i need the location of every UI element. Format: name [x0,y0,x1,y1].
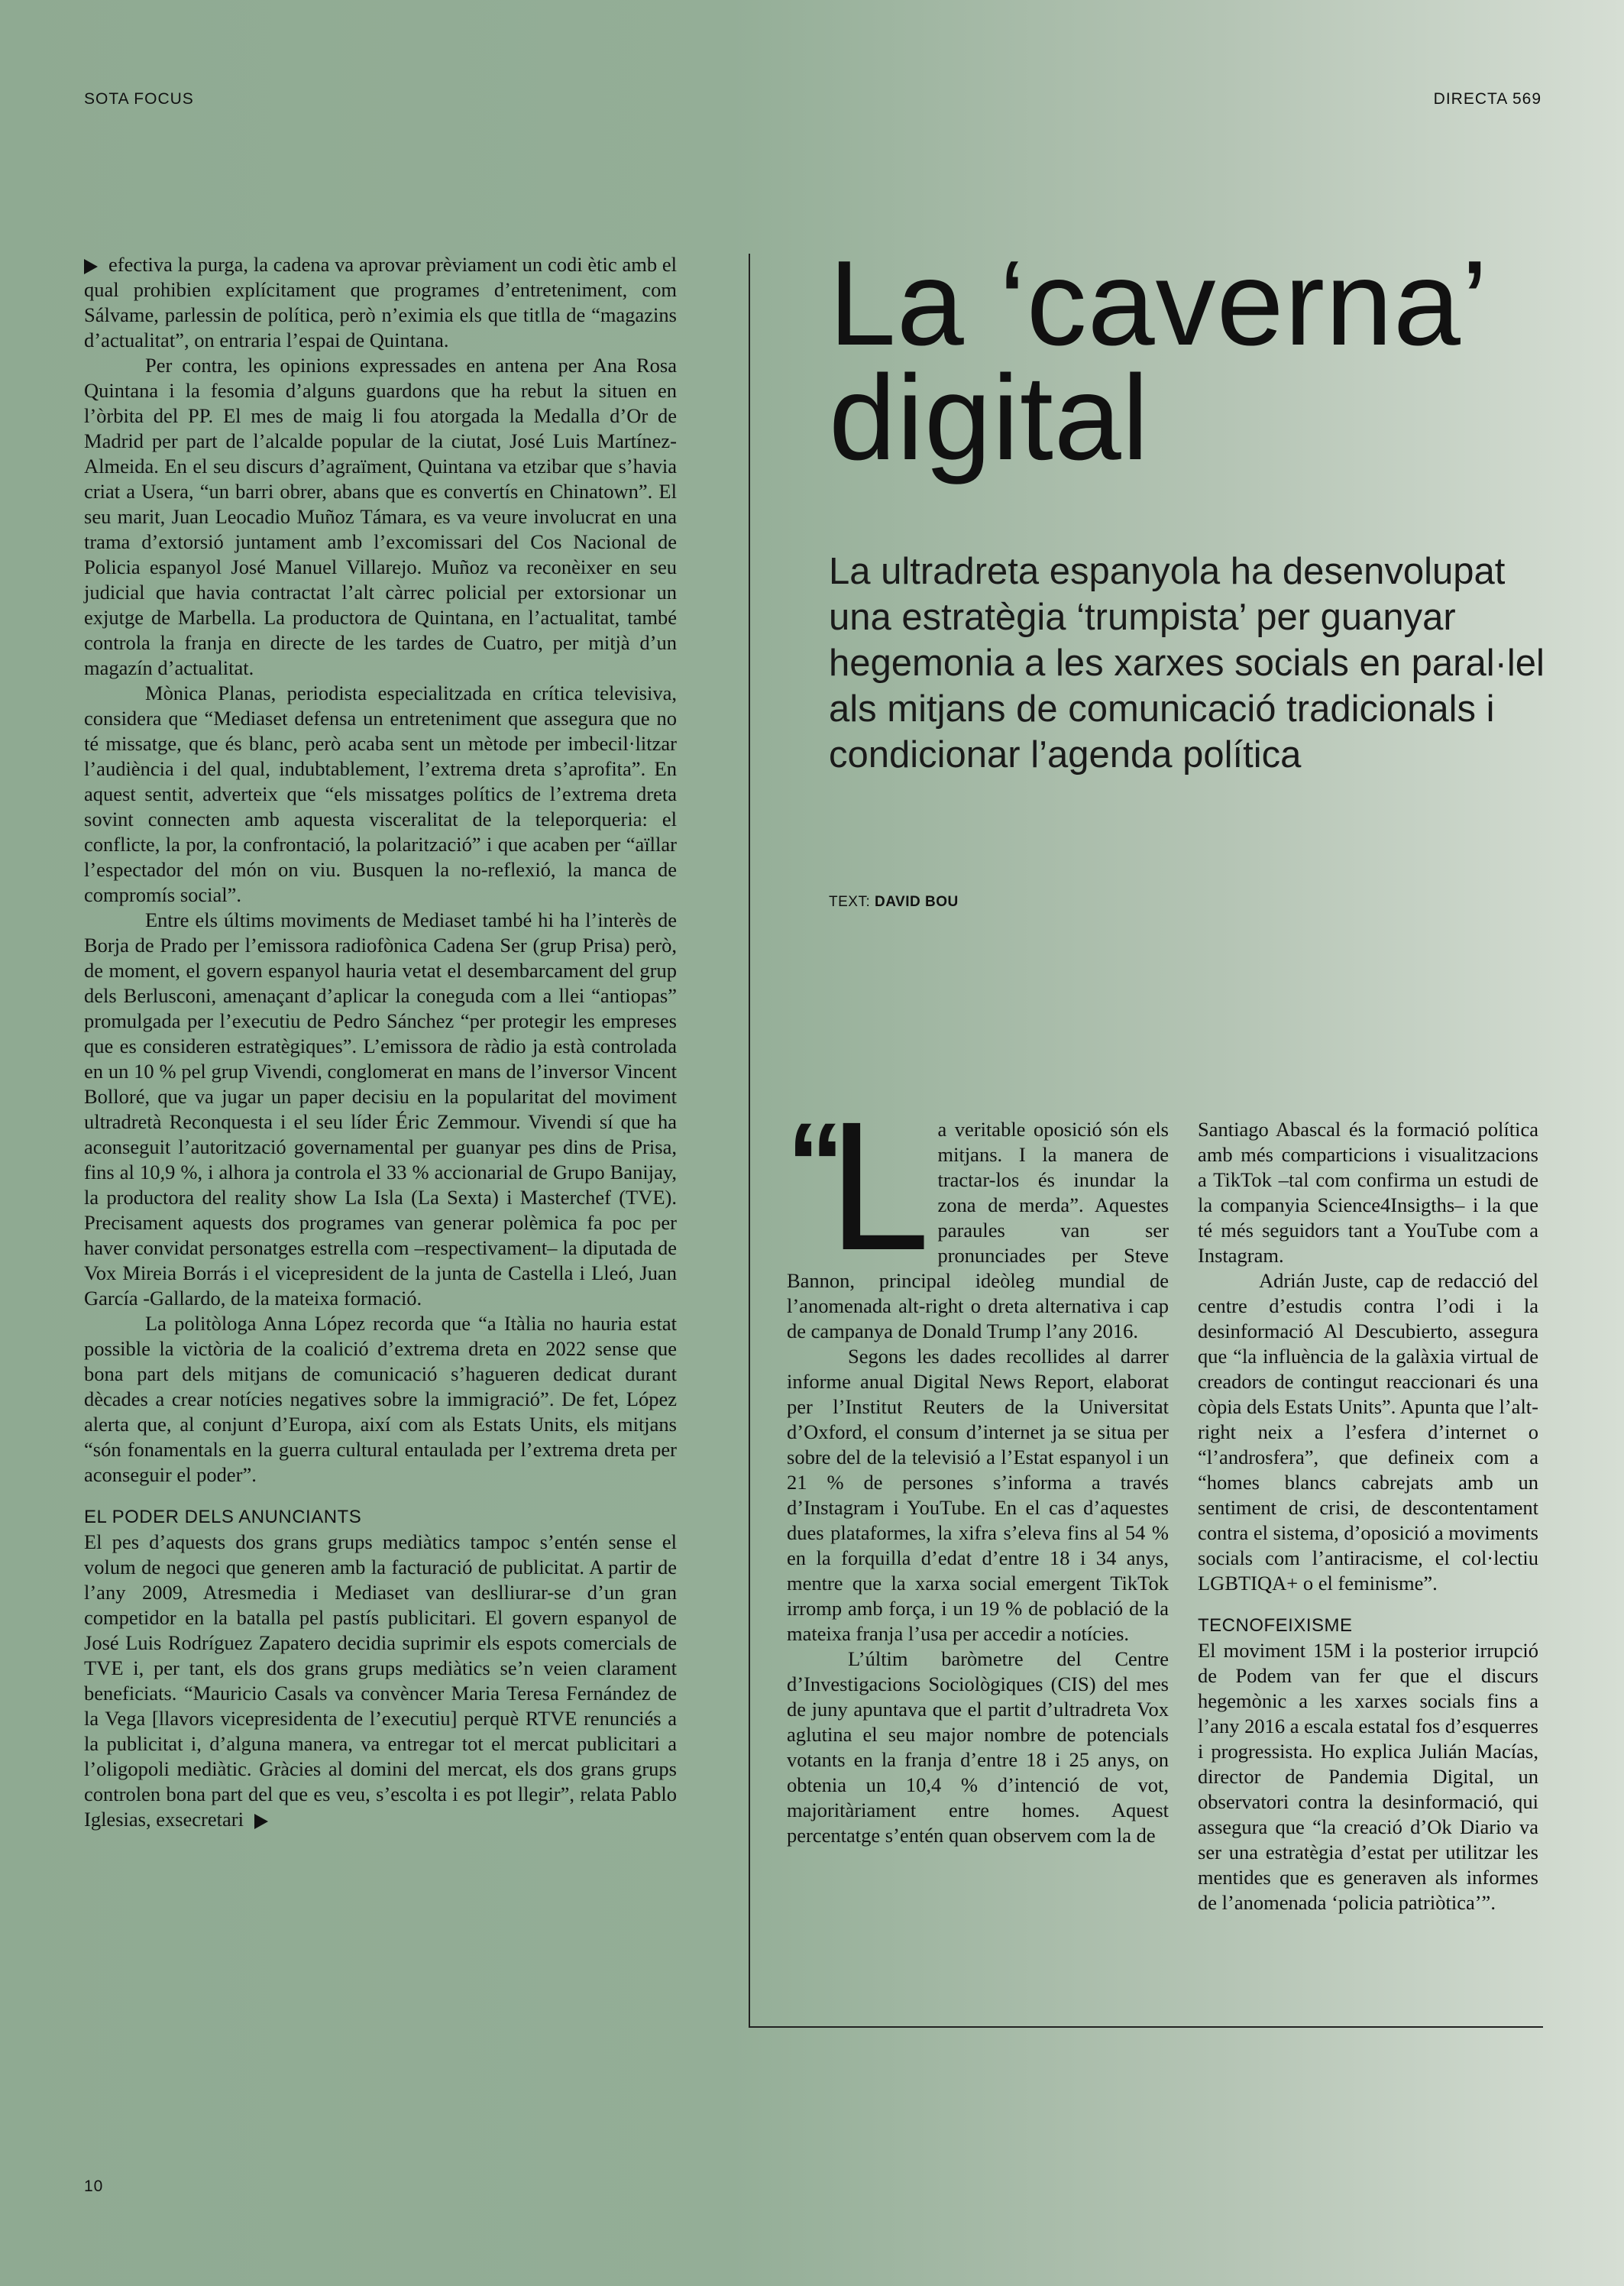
left-paragraph-6 [84,1530,677,1832]
column-divider [749,254,750,2028]
continues-arrow-icon [254,1814,268,1829]
continued-arrow-icon [84,259,98,274]
middle-paragraph-1: a veritable oposició són els mitjans. I la manera de tractar-los és inundar la zona de merda”. Aquestes paraules van ser pronunciades per Steve Bannon, principal ideòleg mundial de l’anomenada alt-right o dreta alternativa i cap de campanya de Donald Trump l’any 2016. [787,1118,1169,1342]
byline-label: TEXT: [829,894,871,910]
page-number: 10 [84,2178,104,2195]
middle-paragraph-2: Segons les dades recollides al darrer informe anual Digital News Report, elaborat per l’Institut Reuters de la Universitat d’Oxford, el consum d’internet ja se situa per sobre del de la televisió a l’Estat espanyol i un 21 % de persones s’informa a través d’Instagram i YouTube. En el cas d’aquestes dues plataformes, la xifra s’eleva fins al 54 % en la forquilla d’edat d’entre 18 i 34 anys, mentre que la xarxa social emergent TikTok irromp amb força, i un 19 % de població de la mateixa franja l’usa per accedir a notícies. [787,1345,1169,1645]
byline-author: DAVID BOU [875,894,959,910]
middle-column [787,1083,1169,1848]
issue-label: DIRECTA 569 [1433,90,1542,108]
left-paragraph-5: La politòloga Anna López recorda que “a Itàlia no hauria estat possible la victòria de la coalició d’extrema dreta en 2022 sense que bona part dels mitjans de comunicació s’hagueren dedicat durant dècades a crear notícies negatives sobre la immigració”. De fet, López alerta que, al conjunt d’Europa, així com als Estats Units, els mitjans “són fonamentals en la guerra cultural entaulada per l’extrema dreta per aconseguir el poder”. [84,1312,677,1486]
middle-paragraph-3: L’últim baròmetre del Centre d’Investigacions Sociològiques (CIS) del mes de juny apuntava que el partit d’ultradreta Vox aglutina el seu major nombre de potencials votants en la franja d’entre 18 i 25 anys, on obtenia un 10,4 % d’intenció de vot, majoritàriament entre homes. Aquest percentatge s’entén quan observem com la de [787,1647,1169,1847]
standfirst-block [829,549,1562,778]
left-p6-text: El pes d’aquests dos grans grups mediàtics tampoc s’entén sense el volum de negoci que generen amb la facturació de publicitat. A partir de l’any 2009, Atresmedia i Mediaset van deslliurar-se d’un gran competidor en la batalla pel pastís publicitari. El govern espanyol de José Luis Rodríguez Zapatero decidia suprimir els espots comercials de TVE i, per tant, els dos grans grups mediàtics se’n veien clarament beneficiats. “Mauricio Casals va convèncer Maria Teresa Fernández de la Vega [llavors vicepresidenta de l’executiu] perquè RTVE renunciés a la publicitat i, d’alguna manera, va entregar tot el mercat publicitari a l’oligopoli mediàtic. Gràcies al domini del mercat, els dos grans grups controlen bona part del que es veu, s’escolta i es pot llegir”, relata Pablo Iglesias, exsecretari [84,1530,677,1831]
byline [829,894,959,911]
right-paragraph-2: Adrián Juste, cap de redacció del centre d’estudis contra l’odi i la desinformació Al Descubierto, assegura que “la influència de la galàxia virtual de creadors de contingut reaccionari és una còpia dels Estats Units”. Apunta que l’alt-right neix a l’esfera d’internet o “l’androsfera”, que defineix com a “homes blancs cabrejats amb un sentiment de crisi, de descontentament contra el sistema, d’oposició a moviments socials com l’antiracisme, el col·lectiu LGBTIQA+ o el feminisme”. [1198,1269,1538,1595]
left-column [84,252,677,1832]
left-paragraph-3: Mònica Planas, periodista especialitzada en crítica televisiva, considera que “Mediaset defensa un entreteniment que assegura que no té missatge, que és blanc, però acaba sent un mètode per imbecil·litzar l’audiència i del qual, indubtablement, l’extrema dreta s’aprofita”. En aquest sentit, adverteix que “els missatges polítics de l’extrema dreta sovint connecten amb aquesta visceralitat de la teleporqueria: el conflicte, la por, la confrontació, la polarització” i que acaben per “aïllar l’espectador del món on viu. Busquen la no-reflexió, la manca de compromís social”. [84,682,677,906]
quote-mark: “ [787,1099,844,1227]
right-paragraph-1: Santiago Abascal és la formació política amb més comparticions i visualitzacions a TikTok –tal com confirma un estudi de la companyia Science4Insigths– i la que té més seguidors tant a YouTube com a Instagram. [1198,1118,1538,1267]
drop-cap: L [828,1083,930,1288]
standfirst: La ultradreta espanyola ha desenvolupat una estratègia ‘trumpista’ per guanyar hegemonia a les xarxes socials en paral·lel als mitjans de comunicació tradicionals i condicionar l’agenda política [829,551,1545,775]
left-paragraph-1 [84,252,677,353]
bottom-rule [749,2026,1543,2028]
subhead-advertisers: EL PODER DELS ANUNCIANTS [84,1507,362,1527]
left-paragraph-2: Per contra, les opinions expressades en antena per Ana Rosa Quintana i la fesomia d’alguns guardons que ha rebut la situen en l’òrbita del PP. El mes de maig li fou atorgada la Medalla d’Or de Madrid per part de l’alcalde popular de la ciutat, José Luis Martínez-Almeida. En el seu discurs d’agraïment, Quintana va etzibar que s’havia criat a Usera, “un barri obrer, abans que es convertís en Chinatown”. El seu marit, Juan Leocadio Muñoz Támara, es va veure involucrat en una trama d’extorsió juntament amb l’excomissari del Cos Nacional de Policia espanyol José Manuel Villarejo. Muñoz va reconèixer en seu judicial que havia contractat l’alt càrrec policial per extorsionar un exjutge de Marbella. La productora de Quintana, en l’actualitat, també controla la franja en directe de les tardes de Cuatro, per mitjà d’un magazín d’actualitat. [84,354,677,679]
right-paragraph-3: El moviment 15M i la posterior irrupció de Podem van fer que el discurs hegemònic a les xarxes socials fins a l’any 2016 a escala estatal fos d’esquerres i progressista. Ho explica Julián Macías, director de Pandemia Digital, un observatori contra la desinformació, qui assegura que “la creació d’Ok Diario va ser una estratègia d’estat per utilitzar les mentides que es generaven als informes de l’anomenada ‘policia patriòtica’”. [1198,1639,1538,1914]
section-label: SOTA FOCUS [84,90,194,108]
page-title: La ‘caverna’ digital [829,236,1485,485]
quote-mark-box [787,1099,844,1227]
right-column [1198,1117,1538,1915]
left-p1-text: efectiva la purga, la cadena va aprovar prèviament un codi ètic amb el qual prohibien explícitament que programes d’entreteniment, com Sálvame, parlessin de política, però n’eximia els que titlla de “magazins d’actualitat”, on entraria l’espai de Quintana. [84,253,677,351]
left-paragraph-4: Entre els últims moviments de Mediaset també hi ha l’interès de Borja de Prado per l’emissora radiofònica Cadena Ser (grup Prisa) però, de moment, el govern espanyol hauria vetat el desembarcament del grup dels Berlusconi, amenaçant d’aplicar la coneguda com a llei “antiopas” promulgada per l’executiu de Pedro Sánchez “per protegir les empreses que es consideren estratègiques”. L’emissora de ràdio ja està controlada en un 10 % pel grup Vivendi, conglomerat en mans de l’inversor Vincent Bolloré, que va jugar un paper decisiu en la popularitat del moviment ultradretà Reconquesta i el seu líder Éric Zemmour. Vivendi sí que ha aconseguit l’autorització governamental per guanyar pes dins de Prisa, fins al 10,9 %, i alhora ja controla el 33 % accionarial de Grupo Banijay, la productora del reality show La Isla (La Sexta) i Masterchef (TVE). Precisament aquests dos programes van generar polèmica fa poc per haver convidat personatges estrella com –respectivament– la diputada de Vox Mireia Borrás i el vicepresident de la junta de Castella i Lleó, Juan García -Gallardo, de la mateixa formació. [84,908,677,1310]
headline-block [829,236,1562,485]
subhead-technofascism: TECNOFEIXISME [1198,1615,1353,1636]
